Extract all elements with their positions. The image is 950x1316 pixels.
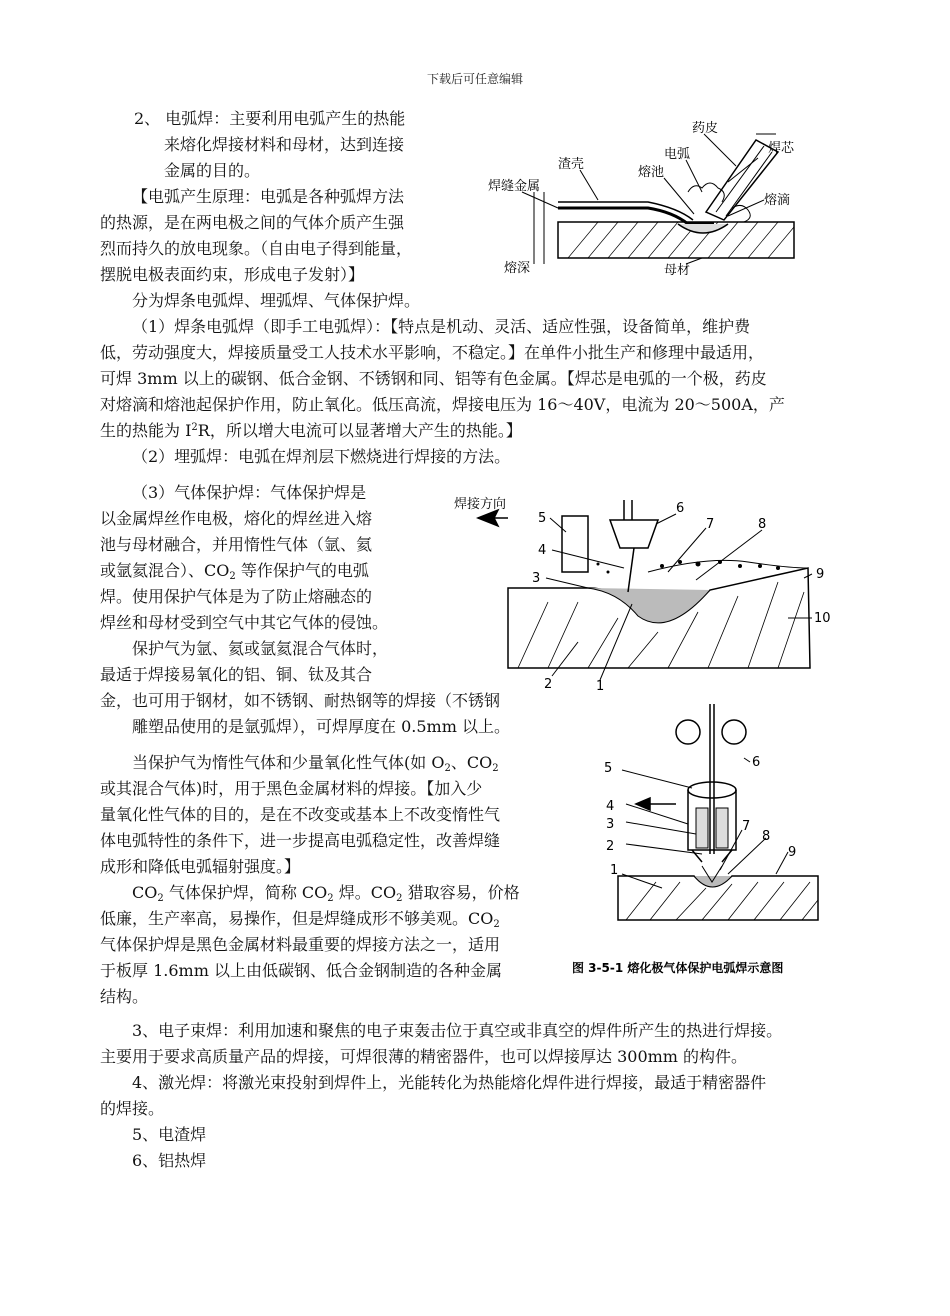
text-run: 或氩氦混合）、CO xyxy=(100,561,230,580)
paragraph-line xyxy=(100,880,560,906)
text-run: 生的热能为 I xyxy=(100,421,192,440)
subscript: 2 xyxy=(492,763,499,774)
paragraph-line: 体电弧特性的条件下，进一步提高电弧稳定性，改善焊缝 xyxy=(100,831,501,850)
paragraph-line: 焊。使用保护气体是为了防止熔融态的 xyxy=(100,587,373,606)
subscript: 2 xyxy=(327,893,334,904)
label-slag: 渣壳 xyxy=(558,157,585,172)
paragraph-line: 5、电渣焊 xyxy=(132,1125,207,1144)
label-core-wire: 焊芯 xyxy=(768,141,795,156)
label-3: 3 xyxy=(532,571,541,586)
paragraph-line: 最适于焊接易氧化的铝、铜、钛及其合 xyxy=(100,665,373,684)
label-5: 5 xyxy=(604,761,613,776)
text-run: 焊。CO xyxy=(333,883,397,902)
paragraph-line: 摆脱电极表面约束，形成电子发射）】 xyxy=(100,265,365,284)
label-4: 4 xyxy=(606,799,615,814)
label-weld-metal: 焊缝金属 xyxy=(488,179,541,194)
paragraph-line: 分为焊条电弧焊、埋弧焊、气体保护焊。 xyxy=(132,291,421,310)
section-electrode-welding xyxy=(100,314,870,470)
section-other-methods xyxy=(100,1018,880,1174)
label-1: 1 xyxy=(610,863,619,878)
paragraph-line: 以金属焊丝作电极，熔化的焊丝进入熔 xyxy=(100,509,373,528)
label-pool: 熔池 xyxy=(638,165,665,180)
text-run: 气体保护焊，简称 CO xyxy=(163,883,328,902)
label-welding-direction: 焊接方向 xyxy=(454,497,507,512)
label-arc: 电弧 xyxy=(664,147,691,162)
subscript: 2 xyxy=(229,571,236,582)
label-6: 6 xyxy=(676,501,685,516)
paragraph-line xyxy=(100,418,870,444)
paragraph-line: 于板厚 1.6mm 以上由低碳钢、低合金钢制造的各种金属 xyxy=(100,961,502,980)
label-7: 7 xyxy=(742,819,751,834)
text-run: CO xyxy=(132,883,158,902)
label-droplet: 熔滴 xyxy=(764,193,791,208)
label-7: 7 xyxy=(706,517,715,532)
subscript: 2 xyxy=(444,763,451,774)
superscript: 2 xyxy=(191,422,198,433)
text-run: 当保护气为惰性气体和少量氧化性气体(如 O xyxy=(132,753,445,772)
label-6: 6 xyxy=(752,755,761,770)
figure-gas-shielded-welding xyxy=(448,492,860,692)
paragraph-line: 或其混合气体)时，用于黑色金属材料的焊接。【加入少 xyxy=(100,779,483,798)
label-1: 1 xyxy=(596,679,605,692)
paragraph-line: 低，劳动强度大，焊接质量受工人技术水平影响，不稳定。】在单件小批生产和修理中最适用， xyxy=(100,343,765,362)
paragraph-line: （1）焊条电弧焊（即手工电弧焊）：【特点是机动、灵活、适应性强，设备简单，维护费 xyxy=(132,317,751,336)
paragraph-line: 金属的目的。 xyxy=(164,161,261,180)
paragraph-line: 成形和降低电弧辐射强度。】 xyxy=(100,857,301,876)
subscript: 2 xyxy=(493,919,500,930)
label-8: 8 xyxy=(758,517,767,532)
paragraph-line: 烈而持久的放电现象。（自由电子得到能量， xyxy=(100,239,413,258)
paragraph-line: 4、激光焊：将激光束投射到焊件上，光能转化为热能熔化焊件进行焊接，最适于精密器件 xyxy=(132,1073,767,1092)
label-penetration: 熔深 xyxy=(504,261,531,276)
paragraph-line: 6、铝热焊 xyxy=(132,1151,207,1170)
paragraph-line: 对熔滴和熔池起保护作用，防止氧化。低压高流，焊接电压为 16～40V，电流为 20～500A，产 xyxy=(100,395,785,414)
paragraph-line: 保护气为氩、氦或氩氦混合气体时， xyxy=(132,639,389,658)
paragraph-line: 气体保护焊是黑色金属材料最重要的焊接方法之一，适用 xyxy=(100,935,501,954)
paragraph-line: 2、 电弧焊：主要利用电弧产生的热能 xyxy=(134,109,406,128)
paragraph-line: 金，也可用于钢材，如不锈钢、耐热钢等的焊接（不锈钢 xyxy=(100,691,501,710)
section-arc-welding-intro xyxy=(100,106,480,314)
paragraph-line xyxy=(100,906,560,932)
subscript: 2 xyxy=(396,893,403,904)
text-run: 低廉，生产率高，易操作，但是焊缝成形不够美观。CO xyxy=(100,909,494,928)
label-10: 10 xyxy=(814,611,831,626)
section-mixed-gas xyxy=(100,750,560,1010)
label-9: 9 xyxy=(816,567,825,582)
label-4: 4 xyxy=(538,543,547,558)
page-header: 下载后可任意编辑 xyxy=(426,72,523,86)
subscript: 2 xyxy=(157,893,164,904)
label-3: 3 xyxy=(606,817,615,832)
text-run: 、CO xyxy=(450,753,493,772)
paragraph-line: 雕塑品使用的是氩弧焊），可焊厚度在 0.5mm 以上。 xyxy=(132,717,510,736)
label-9: 9 xyxy=(788,845,797,860)
label-8: 8 xyxy=(762,829,771,844)
paragraph-line: 池与母材融合，并用惰性气体（氩、氦 xyxy=(100,535,373,554)
paragraph-line xyxy=(100,750,560,776)
paragraph-line: 来熔化焊接材料和母材，达到连接 xyxy=(164,135,405,154)
paragraph-line: 3、电子束焊：利用加速和聚焦的电子束轰击位于真空或非真空的焊件所产生的热进行焊接。 xyxy=(132,1021,783,1040)
label-base-metal: 母材 xyxy=(664,263,691,278)
paragraph-line: 的焊接。 xyxy=(100,1099,165,1118)
text-run: R，所以增大电流可以显著增大产生的热能。】 xyxy=(197,421,522,440)
label-coating: 药皮 xyxy=(692,121,719,136)
text-run: 猎取容易，价格 xyxy=(402,883,520,902)
figure-caption: 图 3-5-1 熔化极气体保护电弧焊示意图 xyxy=(572,961,784,975)
label-2: 2 xyxy=(606,839,615,854)
paragraph-line: 结构。 xyxy=(100,987,149,1006)
label-2: 2 xyxy=(544,677,553,692)
text-run: 等作保护气的电弧 xyxy=(235,561,369,580)
paragraph-line: 主要用于要求高质量产品的焊接，可焊很薄的精密器件，也可以焊接厚达 300mm 的构件。 xyxy=(100,1047,748,1066)
paragraph-line: 【电弧产生原理：电弧是各种弧焊方法 xyxy=(132,187,405,206)
paragraph-line: （3）气体保护焊：气体保护焊是 xyxy=(132,483,367,502)
paragraph-line: 可焊 3mm 以上的碳钢、低合金钢、不锈钢和同、铝等有色金属。【焊芯是电弧的一个极，药皮 xyxy=(100,369,767,388)
paragraph-line: 量氧化性气体的目的，是在不改变或基本上不改变惰性气 xyxy=(100,805,501,824)
paragraph-line: （2）埋弧焊：电弧在焊剂层下燃烧进行焊接的方法。 xyxy=(132,447,511,466)
label-5: 5 xyxy=(538,511,547,526)
paragraph-line: 焊丝和母材受到空气中其它气体的侵蚀。 xyxy=(100,613,389,632)
figure-mig-welding xyxy=(566,704,858,984)
figure-electrode-arc-welding xyxy=(488,112,806,284)
paragraph-line: 的热源，是在两电极之间的气体介质产生强 xyxy=(100,213,405,232)
